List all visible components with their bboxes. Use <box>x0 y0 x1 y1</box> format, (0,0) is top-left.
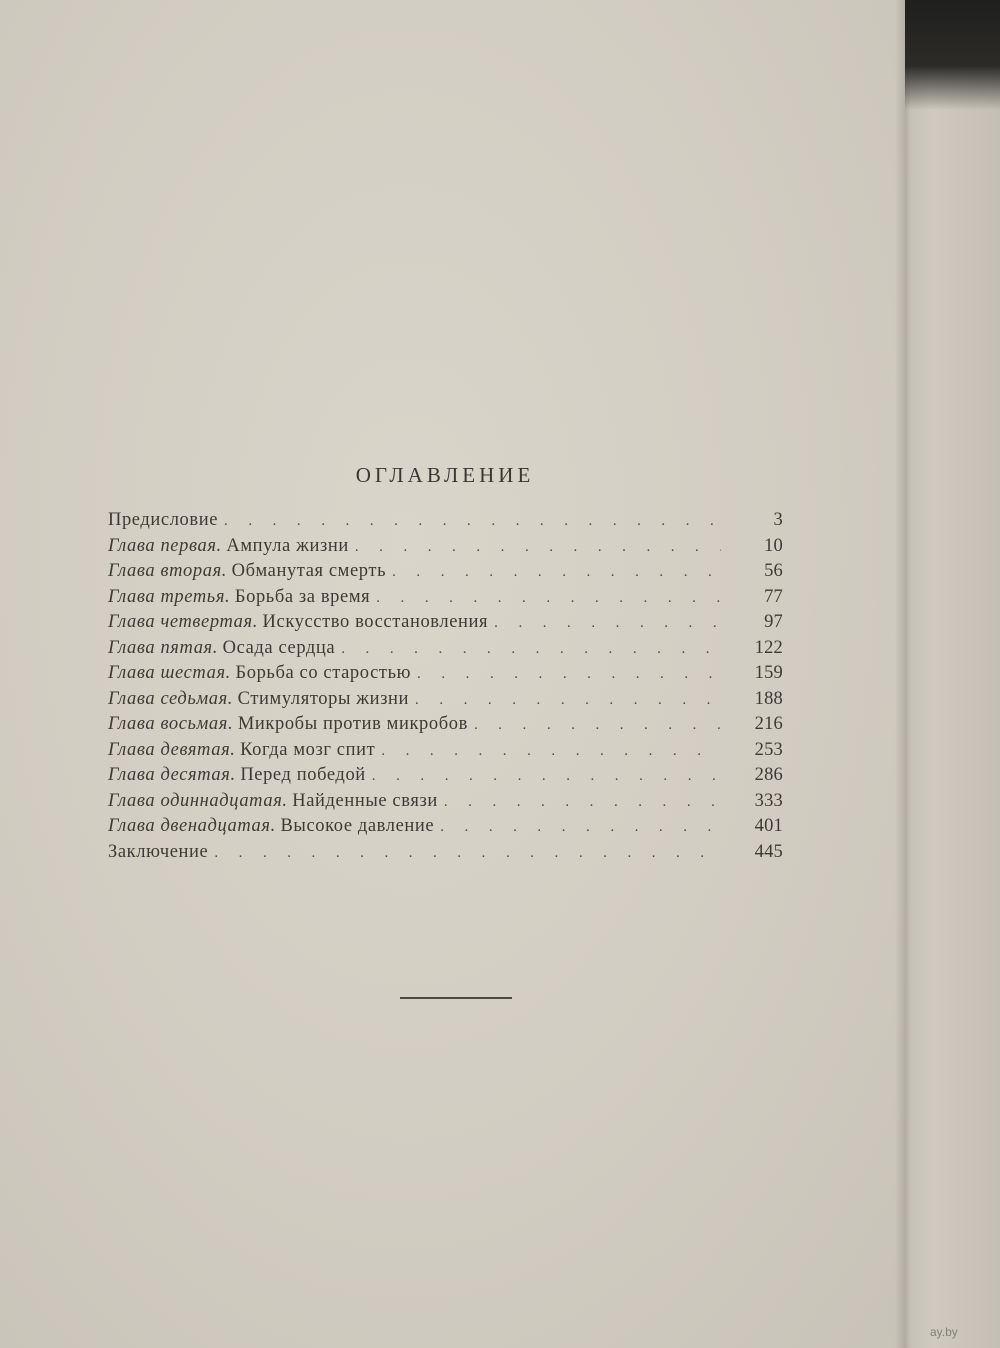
toc-page-number: 445 <box>754 841 783 862</box>
toc-entry-title: Найденные связи <box>292 790 438 811</box>
toc-entry-chapter-9 <box>108 740 783 766</box>
toc-page-number: 159 <box>754 663 783 683</box>
toc-chapter-label: Глава третья. <box>108 586 231 607</box>
toc-page-number: 286 <box>754 765 783 785</box>
toc-chapter-label: Глава одиннадцатая. <box>108 790 288 811</box>
dot-leader <box>415 692 721 709</box>
toc-page-number: 253 <box>754 739 783 760</box>
toc-chapter-label: Глава первая. <box>108 535 222 556</box>
toc-entry-title: Стимуляторы жизни <box>237 688 410 709</box>
toc-entry-title: Обманутая смерть <box>231 561 387 581</box>
toc-entry-title: Перед победой <box>240 765 366 785</box>
toc-entry-title: Высокое давление <box>280 816 435 836</box>
toc-entry-conclusion <box>108 842 783 868</box>
toc-entry-title: Заключение <box>108 841 209 862</box>
dot-leader <box>214 845 721 862</box>
toc-page-number: 122 <box>754 637 783 658</box>
toc-chapter-label: Глава десятая. <box>108 765 236 785</box>
toc-entry-chapter-1 <box>108 536 783 562</box>
toc-entry-title: Искусство восстановления <box>262 612 489 632</box>
toc-page-number: 10 <box>764 535 783 556</box>
toc-chapter-label: Глава четвертая. <box>108 612 258 632</box>
dot-leader <box>372 768 721 785</box>
page-title: ОГЛАВЛЕНИЕ <box>355 463 535 487</box>
toc-entry-title: Борьба за время <box>234 586 371 607</box>
toc-chapter-label: Глава двенадцатая. <box>108 816 276 836</box>
toc-page-number: 333 <box>754 790 783 811</box>
dot-leader <box>355 539 721 556</box>
dot-leader <box>341 641 721 658</box>
toc-page-number: 3 <box>773 510 783 530</box>
next-page-edge <box>903 0 1000 1348</box>
table-of-contents <box>108 510 783 867</box>
toc-entry-chapter-8 <box>108 714 783 740</box>
dot-leader <box>440 819 721 836</box>
toc-chapter-label: Глава восьмая. <box>108 714 234 734</box>
toc-page-number: 188 <box>754 688 783 709</box>
dot-leader <box>376 590 721 607</box>
toc-entry-title: Когда мозг спит <box>240 739 376 760</box>
dot-leader <box>494 615 721 632</box>
toc-entry-title: Предисловие <box>108 510 219 530</box>
toc-entry-title: Борьба со старостью <box>235 663 412 683</box>
toc-chapter-label: Глава седьмая. <box>108 688 234 709</box>
dot-leader <box>417 666 721 683</box>
end-rule-divider <box>400 997 512 999</box>
toc-chapter-label: Глава шестая. <box>108 663 231 683</box>
toc-entry-title: Микробы против микробов <box>237 714 468 734</box>
toc-entry-title: Осада сердца <box>222 637 336 658</box>
toc-page-number: 401 <box>754 816 783 836</box>
toc-entry-chapter-10 <box>108 765 783 791</box>
toc-entry-chapter-11 <box>108 791 783 817</box>
toc-chapter-label: Глава девятая. <box>108 739 236 760</box>
toc-chapter-label: Глава пятая. <box>108 637 218 658</box>
toc-entry-chapter-5 <box>108 638 783 664</box>
toc-page-number: 97 <box>764 612 783 632</box>
toc-entry-chapter-6 <box>108 663 783 689</box>
toc-entry-chapter-4 <box>108 612 783 638</box>
watermark: ay.by <box>930 1325 958 1339</box>
toc-entry-chapter-2 <box>108 561 783 587</box>
toc-entry-chapter-3 <box>108 587 783 613</box>
dot-leader <box>474 717 721 734</box>
toc-chapter-label: Глава вторая. <box>108 561 228 581</box>
toc-entry-preface <box>108 510 783 536</box>
dot-leader <box>392 564 721 581</box>
toc-entry-chapter-7 <box>108 689 783 715</box>
toc-page-number: 216 <box>754 714 783 734</box>
dot-leader <box>444 794 721 811</box>
toc-entry-chapter-12 <box>108 816 783 842</box>
toc-page-number: 77 <box>764 586 783 607</box>
dot-leader <box>381 743 721 760</box>
page-edge-shadow <box>895 0 905 1348</box>
background-corner <box>905 0 1000 110</box>
dot-leader <box>224 513 721 530</box>
toc-page-number: 56 <box>764 561 783 581</box>
toc-entry-title: Ампула жизни <box>226 535 349 556</box>
